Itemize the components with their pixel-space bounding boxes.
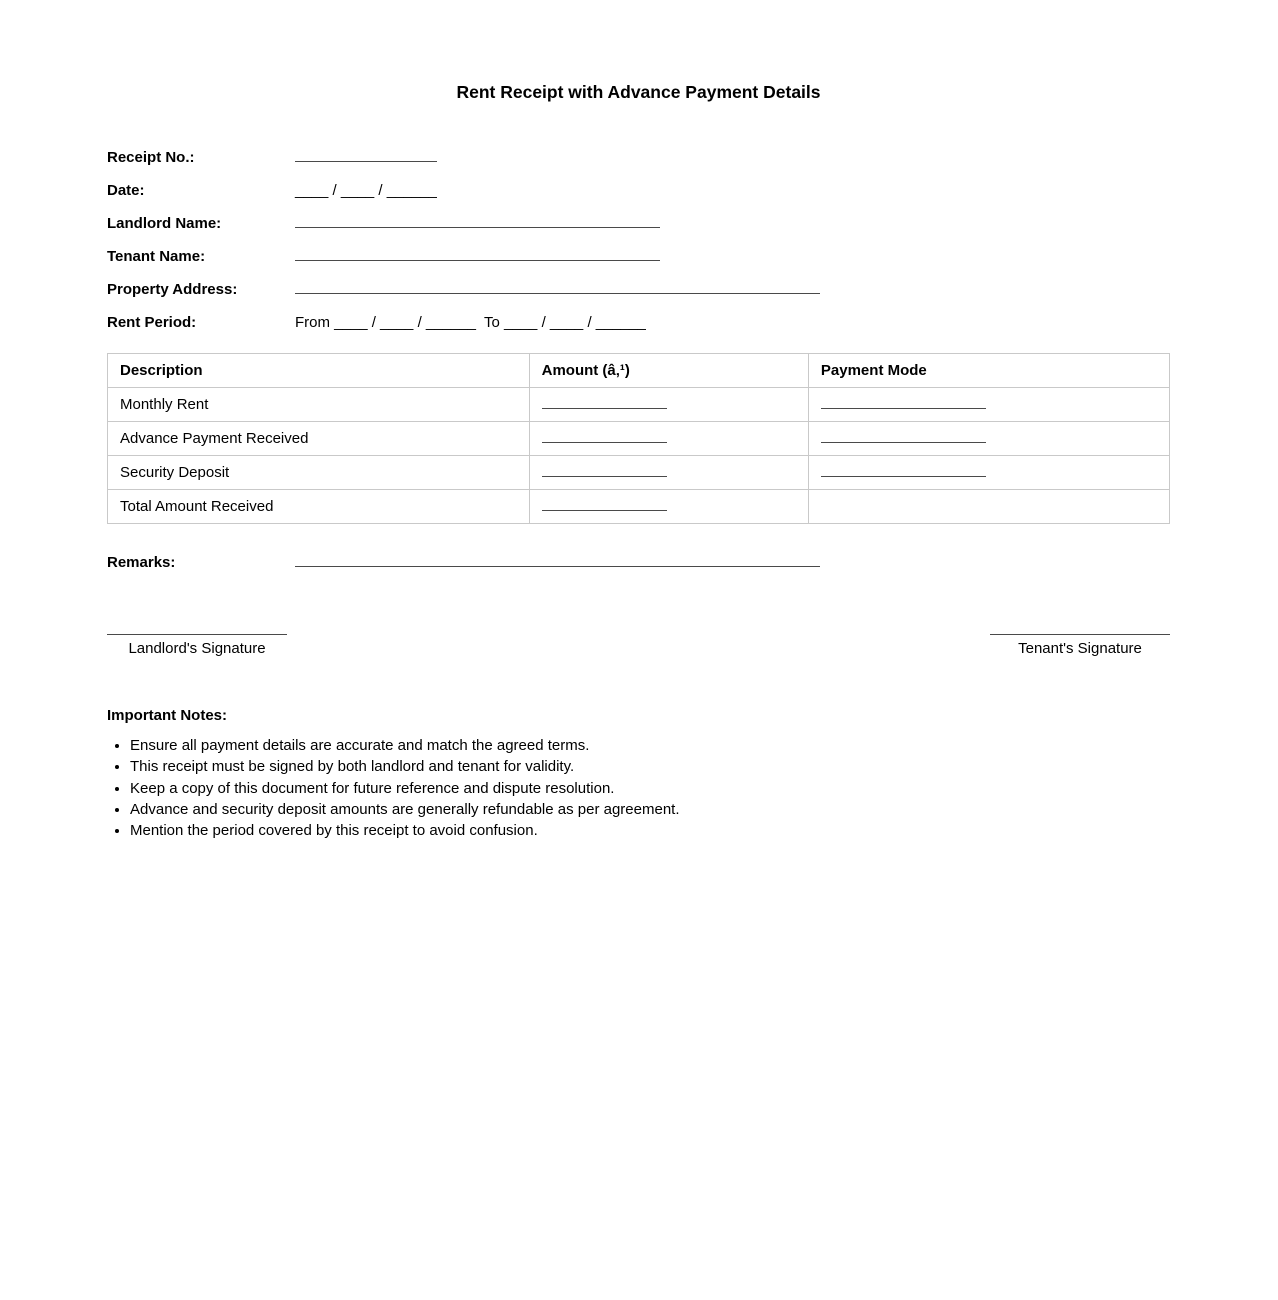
important-notes-title: Important Notes: (107, 707, 227, 724)
table-header-row (108, 354, 1170, 388)
receipt-no-label: Receipt No.: (107, 149, 195, 166)
rent-period-label: Rent Period: (107, 314, 197, 331)
payment-mode-blank-line (821, 464, 986, 477)
important-notes-list (107, 737, 1170, 840)
remarks-value (295, 554, 820, 571)
receipt-no-value (295, 149, 437, 166)
row-payment-mode-cell (808, 422, 1169, 456)
row-payment-mode-cell (808, 456, 1169, 490)
tenant-name-value (295, 248, 660, 265)
payment-details-table (107, 353, 1170, 524)
remarks-label: Remarks: (107, 554, 176, 571)
landlord-name-blank-line (295, 215, 660, 228)
note-item: • This receipt must be signed by both landlord and tenant for validity. (130, 758, 1170, 776)
row-amount-cell (529, 456, 808, 490)
header-payment-mode: Payment Mode (808, 354, 1169, 388)
tenant-signature-block (990, 623, 1170, 657)
payment-mode-blank-line (821, 430, 986, 443)
receipt-no-blank-line (295, 149, 437, 162)
property-address-blank-line (295, 281, 820, 294)
landlord-name-label: Landlord Name: (107, 215, 222, 232)
row-payment-mode-cell (808, 388, 1169, 422)
date-value: ____ / ____ / ______ (295, 182, 437, 199)
date-label: Date: (107, 182, 145, 199)
field-remarks (107, 554, 1170, 571)
field-rent-period (107, 314, 1170, 331)
remarks-blank-line (295, 554, 820, 567)
note-item: • Mention the period covered by this receipt to avoid confusion. (130, 822, 1170, 840)
field-landlord-name (107, 215, 1170, 232)
signatures-section (107, 623, 1170, 657)
row-description: Monthly Rent (108, 388, 530, 422)
table-row-monthly-rent (108, 388, 1170, 422)
field-date (107, 182, 1170, 199)
field-tenant-name (107, 248, 1170, 265)
amount-blank-line (542, 430, 667, 443)
tenant-name-blank-line (295, 248, 660, 261)
important-notes-section (107, 707, 1170, 840)
document-title: Rent Receipt with Advance Payment Details (456, 82, 821, 102)
amount-blank-line (542, 464, 667, 477)
landlord-signature-label: Landlord's Signature (128, 640, 266, 657)
row-description: Security Deposit (108, 456, 530, 490)
property-address-label: Property Address: (107, 281, 238, 298)
field-property-address (107, 281, 1170, 298)
row-payment-mode-cell (808, 490, 1169, 524)
row-description: Total Amount Received (108, 490, 530, 524)
row-amount-cell (529, 388, 808, 422)
field-receipt-no (107, 149, 1170, 166)
amount-blank-line (542, 498, 667, 511)
header-amount: Amount (â‚¹) (529, 354, 808, 388)
row-amount-cell (529, 490, 808, 524)
property-address-value (295, 281, 820, 298)
note-item: • Keep a copy of this document for future reference and dispute resolution. (130, 780, 1170, 798)
tenant-name-label: Tenant Name: (107, 248, 206, 265)
row-amount-cell (529, 422, 808, 456)
table-row-total-amount (108, 490, 1170, 524)
rent-period-value: From ____ / ____ / ______ To ____ / ____ / ______ (295, 314, 646, 331)
table-row-advance-payment (108, 422, 1170, 456)
header-fields (107, 149, 1170, 331)
payment-mode-blank-line (821, 396, 986, 409)
note-item: • Ensure all payment details are accurate and match the agreed terms. (130, 737, 1170, 755)
landlord-signature-line (107, 623, 287, 635)
table-row-security-deposit (108, 456, 1170, 490)
landlord-signature-block (107, 623, 287, 657)
landlord-name-value (295, 215, 660, 232)
header-description: Description (108, 354, 530, 388)
tenant-signature-line (990, 623, 1170, 635)
note-item: • Advance and security deposit amounts are generally refundable as per agreement. (130, 801, 1170, 819)
amount-blank-line (542, 396, 667, 409)
row-description: Advance Payment Received (108, 422, 530, 456)
tenant-signature-label: Tenant's Signature (1018, 640, 1142, 657)
